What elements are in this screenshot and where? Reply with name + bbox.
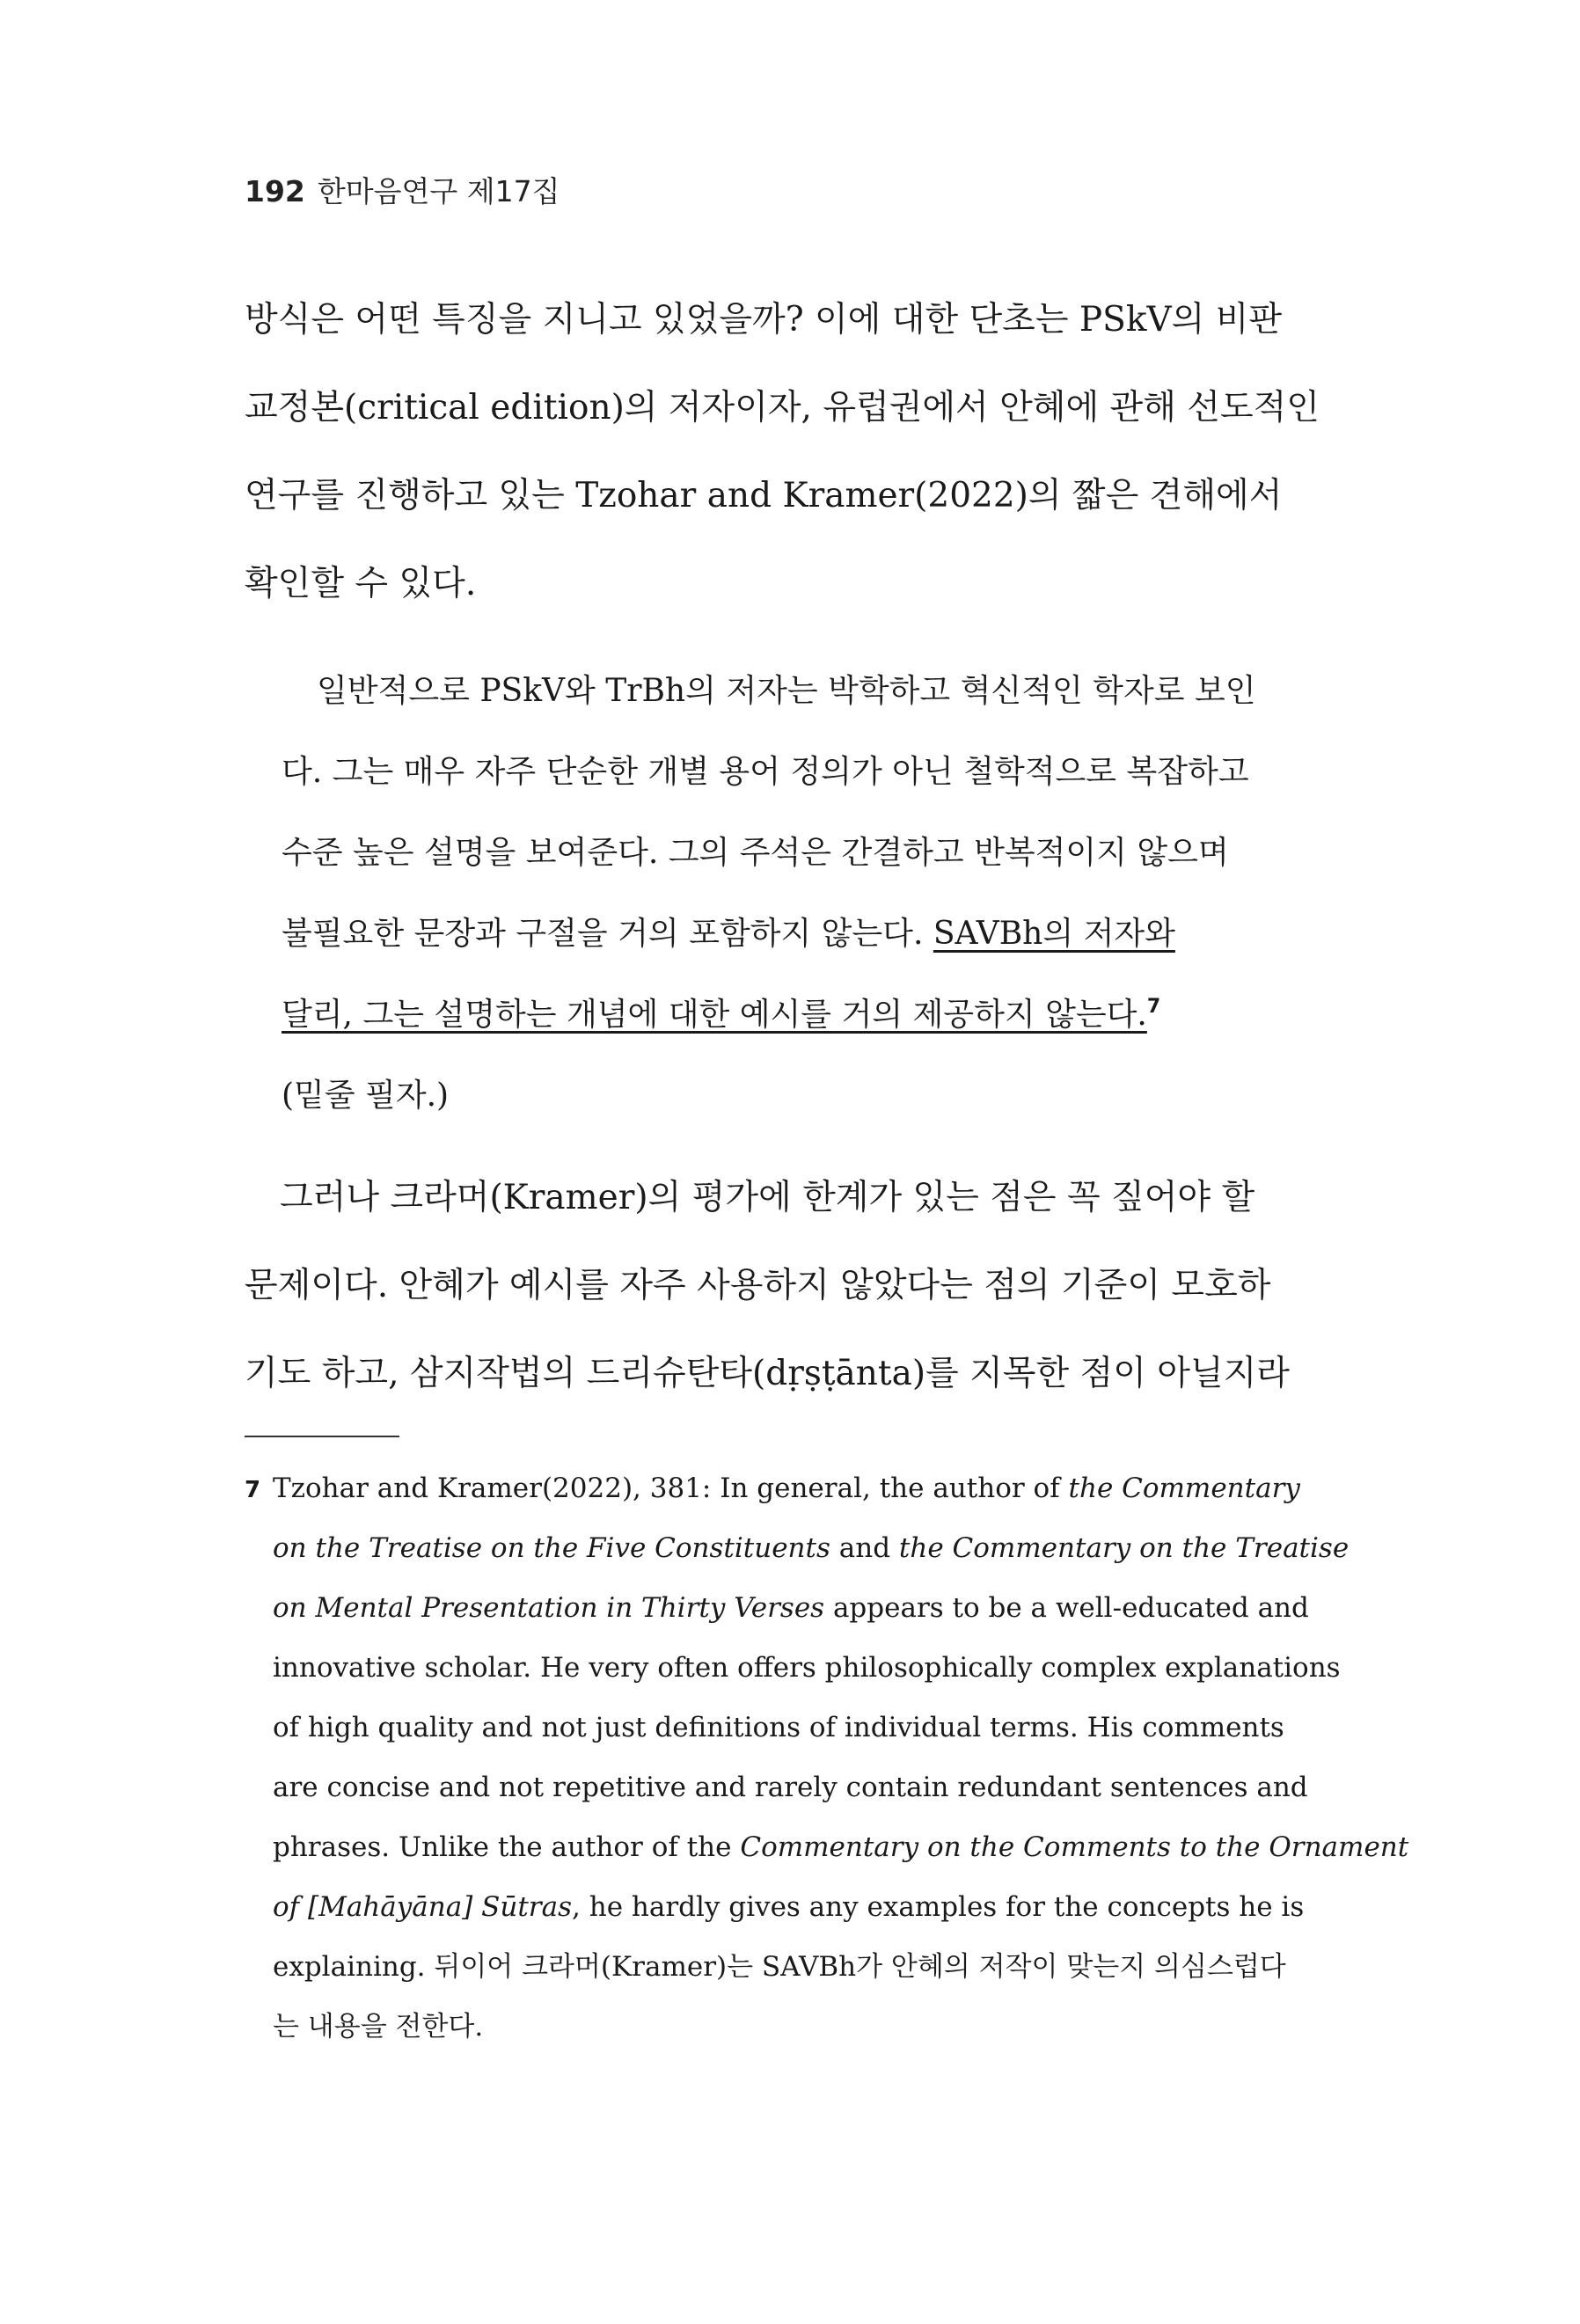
text-segment: appears to be a well-educated and (824, 1592, 1309, 1624)
text-line: innovative scholar. He very often offers philosophically complex explanations (273, 1652, 1341, 1684)
text-line (245, 1518, 1350, 1578)
title-italic: Commentary on the Comments to the Ornament (740, 1831, 1409, 1863)
text-line: are concise and not repetitive and rarely contain redundant sentences and (273, 1772, 1308, 1803)
text-line: 수준 높은 설명을 보여준다. 그의 주석은 간결하고 반복적이지 않으며 (282, 835, 1229, 871)
underlined-text: SAVBh의 저자와 (933, 916, 1175, 952)
text-line (282, 975, 1284, 1056)
block-quote (282, 651, 1284, 1136)
title-italic: the Commentary on the Treatise (898, 1532, 1350, 1564)
footnote-number: 7 (245, 1477, 261, 1503)
text-segment: phrases. Unlike the author of the (273, 1831, 741, 1863)
text-line (245, 1458, 1327, 1518)
text-line (245, 1578, 1327, 1638)
footnote (245, 1458, 1409, 2057)
footnote-marker[interactable]: 7 (1146, 996, 1161, 1018)
text-line: 는 내용을 전한다. (273, 2011, 484, 2043)
text-line: 일반적으로 PSkV와 TrBh의 저자는 박학하고 혁신적인 학자로 보인 (317, 673, 1256, 709)
text-line (282, 894, 1284, 975)
text-segment: 불필요한 문장과 구절을 거의 포함하지 않는다. (282, 916, 933, 952)
running-head (245, 169, 560, 210)
title-italic: the Commentary (1068, 1473, 1300, 1504)
text-segment: and (830, 1532, 899, 1564)
text-line: 확인할 수 있다. (245, 564, 477, 603)
title-italic: of [Mahāyāna] Sūtras (273, 1891, 573, 1923)
text-line: 문제이다. 안혜가 예시를 자주 사용하지 않았다는 점의 기준이 모호하 (245, 1266, 1271, 1305)
text-line: 기도 하고, 삼지작법의 드리슈탄타(dṛṣṭānta)를 지목한 점이 아닐지라 (245, 1354, 1290, 1393)
journal-title: 한마음연구 제17집 (317, 174, 560, 208)
text-line: 방식은 어떤 특징을 지니고 있었을까? 이에 대한 단초는 PSkV의 비판 (245, 300, 1283, 340)
intro-paragraph (245, 276, 1318, 628)
text-line (245, 1817, 1409, 1877)
text-line: explaining. 뒤이어 크라머(Kramer)는 SAVBh가 안혜의 저작이 맞는지 의심스럽다 (273, 1951, 1286, 1983)
text-line: 연구를 진행하고 있는 Tzohar and Kramer(2022)의 짧은 견해에서 (245, 476, 1283, 515)
underlined-text: 달리, 그는 설명하는 개념에 대한 예시를 거의 제공하지 않는다. (282, 997, 1147, 1033)
quote-note: (밑줄 필자.) (282, 1078, 450, 1114)
text-line: 다. 그는 매우 자주 단순한 개별 용어 정의가 아닌 철학적으로 복잡하고 (282, 754, 1249, 790)
title-italic: on Mental Presentation in Thirty Verses (273, 1592, 825, 1624)
text-line: 교정본(critical edition)의 저자이자, 유럽권에서 안혜에 관해 선도적인 (245, 388, 1320, 428)
title-italic: on the Treatise on the Five Constituents (273, 1532, 830, 1564)
body-paragraph (245, 1154, 1318, 1418)
text-segment: , he hardly gives any examples for the concepts he is (572, 1891, 1305, 1923)
page-number: 192 (245, 174, 305, 208)
text-segment: Tzohar and Kramer(2022), 381: In general, the author of (273, 1473, 1069, 1504)
text-line (245, 1877, 1327, 1937)
footnote-divider (245, 1436, 399, 1437)
text-line: of high quality and not just definitions of individual terms. His comments (273, 1712, 1284, 1743)
text-line: 그러나 크라머(Kramer)의 평가에 한계가 있는 점은 꼭 짚어야 할 (280, 1178, 1255, 1217)
